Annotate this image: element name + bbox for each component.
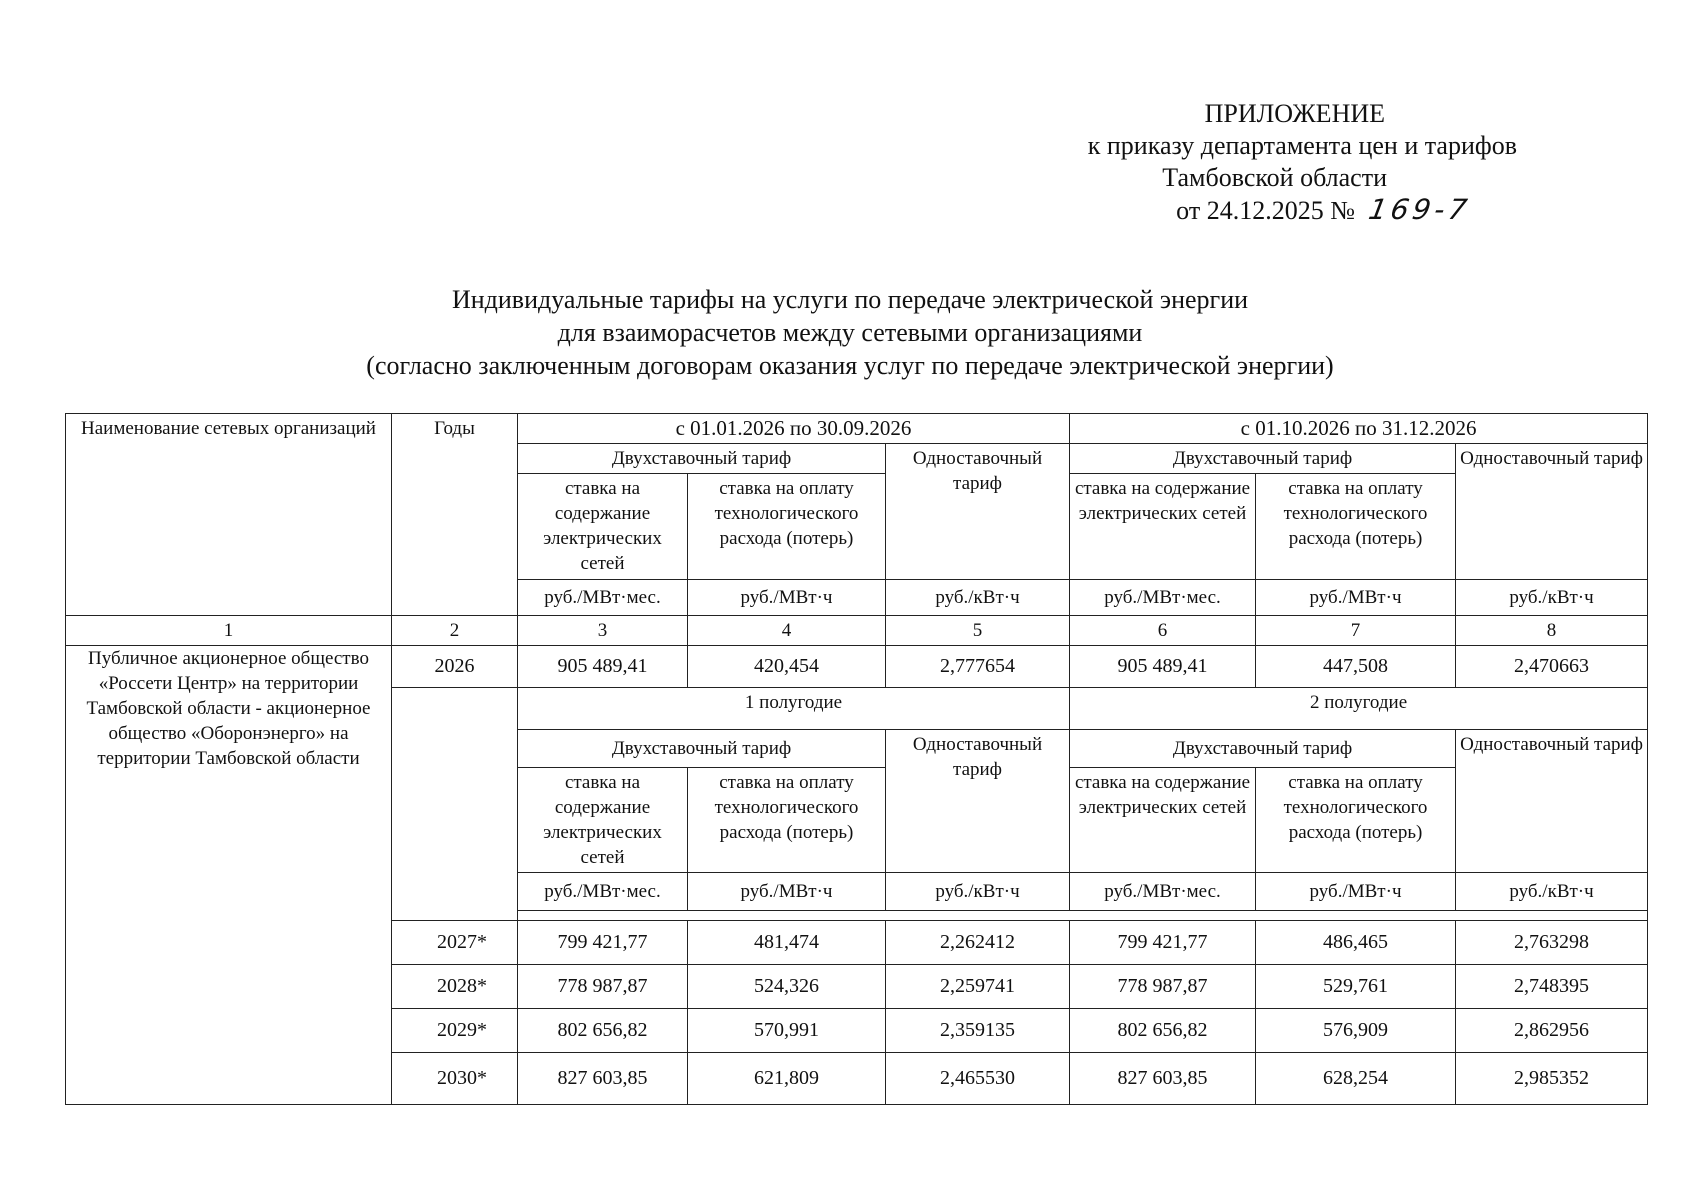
- appendix-title: ПРИЛОЖЕНИЕ: [1204, 99, 1385, 128]
- appendix-order-line: к приказу департамента цен и тарифов: [1087, 131, 1517, 160]
- unit-cell: руб./МВт·ч: [688, 580, 886, 616]
- value-cell: 2,862956: [1456, 1009, 1648, 1053]
- value-cell: 2,262412: [886, 921, 1070, 965]
- header-rate-maintenance-2: ставка на содержание электрических сетей: [1070, 474, 1256, 580]
- unit-cell: руб./МВт·мес.: [518, 873, 688, 911]
- header-rate-losses-h2: ставка на оплату технологического расхода (потерь): [1256, 768, 1456, 873]
- years-empty-cell: [392, 688, 518, 921]
- value-cell: 570,991: [688, 1009, 886, 1053]
- value-cell: 905 489,41: [518, 646, 688, 688]
- column-number-row: [66, 616, 1648, 646]
- year-cell: 2029*: [392, 1009, 518, 1053]
- value-cell: 799 421,77: [1070, 921, 1256, 965]
- header-two-rate-1: Двухставочный тариф: [518, 444, 886, 474]
- value-cell: 2,777654: [886, 646, 1070, 688]
- header-org-name: Наименование сетевых организаций: [66, 414, 392, 616]
- appendix-region-line: Тамбовской области: [1162, 163, 1387, 192]
- unit-cell: руб./кВт·ч: [886, 580, 1070, 616]
- year-cell: 2030*: [392, 1053, 518, 1105]
- column-number: 5: [886, 616, 1070, 646]
- value-cell: 778 987,87: [518, 965, 688, 1009]
- header-two-rate-2: Двухставочный тариф: [1070, 444, 1456, 474]
- column-number: 2: [392, 616, 518, 646]
- value-cell: 2,359135: [886, 1009, 1070, 1053]
- tariff-table: [65, 413, 1648, 1105]
- table-row: [66, 646, 1648, 688]
- value-cell: 802 656,82: [518, 1009, 688, 1053]
- value-cell: 2,465530: [886, 1053, 1070, 1105]
- value-cell: 447,508: [1256, 646, 1456, 688]
- value-cell: 2,763298: [1456, 921, 1648, 965]
- value-cell: 628,254: [1256, 1053, 1456, 1105]
- value-cell: 529,761: [1256, 965, 1456, 1009]
- appendix-date: от 24.12.2025 №: [1176, 196, 1355, 225]
- column-number: 6: [1070, 616, 1256, 646]
- header-rate-maintenance-1: ставка на содержание электрических сетей: [518, 474, 688, 580]
- value-cell: 2,748395: [1456, 965, 1648, 1009]
- value-cell: 778 987,87: [1070, 965, 1256, 1009]
- appendix-block: [997, 98, 1517, 227]
- unit-cell: руб./кВт·ч: [1456, 580, 1648, 616]
- column-number: 8: [1456, 616, 1648, 646]
- order-number-handwritten: 169-7: [1366, 193, 1474, 226]
- header-rate-maintenance-h2: ставка на содержание электрических сетей: [1070, 768, 1256, 873]
- header-years: Годы: [392, 414, 518, 616]
- year-cell: 2026: [392, 646, 518, 688]
- value-cell: 486,465: [1256, 921, 1456, 965]
- unit-cell: руб./МВт·мес.: [1070, 580, 1256, 616]
- value-cell: 481,474: [688, 921, 886, 965]
- value-cell: 827 603,85: [518, 1053, 688, 1105]
- spacer-row: [518, 911, 1648, 921]
- column-number: 4: [688, 616, 886, 646]
- year-cell: 2027*: [392, 921, 518, 965]
- document-title-line-2: для взаиморасчетов между сетевыми организациями: [557, 318, 1143, 347]
- header-half-1: 1 полугодие: [518, 688, 1070, 730]
- header-one-rate-2: Одноставочный тариф: [1456, 444, 1648, 580]
- unit-cell: руб./МВт·ч: [1256, 580, 1456, 616]
- value-cell: 2,259741: [886, 965, 1070, 1009]
- value-cell: 905 489,41: [1070, 646, 1256, 688]
- unit-cell: руб./кВт·ч: [1456, 873, 1648, 911]
- organization-name: Публичное акционерное общество «Россети Центр» на территории Тамбовской области - акционерное общество «Оборонэнерго» на территории Тамбовской области: [66, 646, 392, 1105]
- value-cell: 802 656,82: [1070, 1009, 1256, 1053]
- unit-cell: руб./МВт·мес.: [1070, 873, 1256, 911]
- column-number: 1: [66, 616, 392, 646]
- column-number: 3: [518, 616, 688, 646]
- header-rate-losses-h1: ставка на оплату технологического расхода (потерь): [688, 768, 886, 873]
- header-one-rate-1: Одноставочный тариф: [886, 444, 1070, 580]
- value-cell: 827 603,85: [1070, 1053, 1256, 1105]
- header-one-rate-h2: Одноставочный тариф: [1456, 730, 1648, 873]
- year-cell: 2028*: [392, 965, 518, 1009]
- value-cell: 2,985352: [1456, 1053, 1648, 1105]
- value-cell: 799 421,77: [518, 921, 688, 965]
- unit-cell: руб./МВт·ч: [688, 873, 886, 911]
- unit-cell: руб./МВт·мес.: [518, 580, 688, 616]
- value-cell: 576,909: [1256, 1009, 1456, 1053]
- column-number: 7: [1256, 616, 1456, 646]
- document-title: [150, 283, 1550, 382]
- header-half-2: 2 полугодие: [1070, 688, 1648, 730]
- value-cell: 2,470663: [1456, 646, 1648, 688]
- value-cell: 524,326: [688, 965, 886, 1009]
- header-one-rate-h1: Одноставочный тариф: [886, 730, 1070, 873]
- header-rate-maintenance-h1: ставка на содержание электрических сетей: [518, 768, 688, 873]
- unit-cell: руб./кВт·ч: [886, 873, 1070, 911]
- header-period-2: с 01.10.2026 по 31.12.2026: [1070, 414, 1648, 444]
- header-two-rate-h1: Двухставочный тариф: [518, 730, 886, 768]
- appendix-date-line: [997, 194, 1517, 227]
- header-period-1: с 01.01.2026 по 30.09.2026: [518, 414, 1070, 444]
- document-title-line-1: Индивидуальные тарифы на услуги по передаче электрической энергии: [451, 285, 1249, 314]
- header-two-rate-h2: Двухставочный тариф: [1070, 730, 1456, 768]
- header-rate-losses-1: ставка на оплату технологического расхода (потерь): [688, 474, 886, 580]
- value-cell: 621,809: [688, 1053, 886, 1105]
- header-rate-losses-2: ставка на оплату технологического расхода (потерь): [1256, 474, 1456, 580]
- document-title-line-3: (согласно заключенным договорам оказания услуг по передаче электрической энергии): [366, 351, 1334, 380]
- unit-cell: руб./МВт·ч: [1256, 873, 1456, 911]
- value-cell: 420,454: [688, 646, 886, 688]
